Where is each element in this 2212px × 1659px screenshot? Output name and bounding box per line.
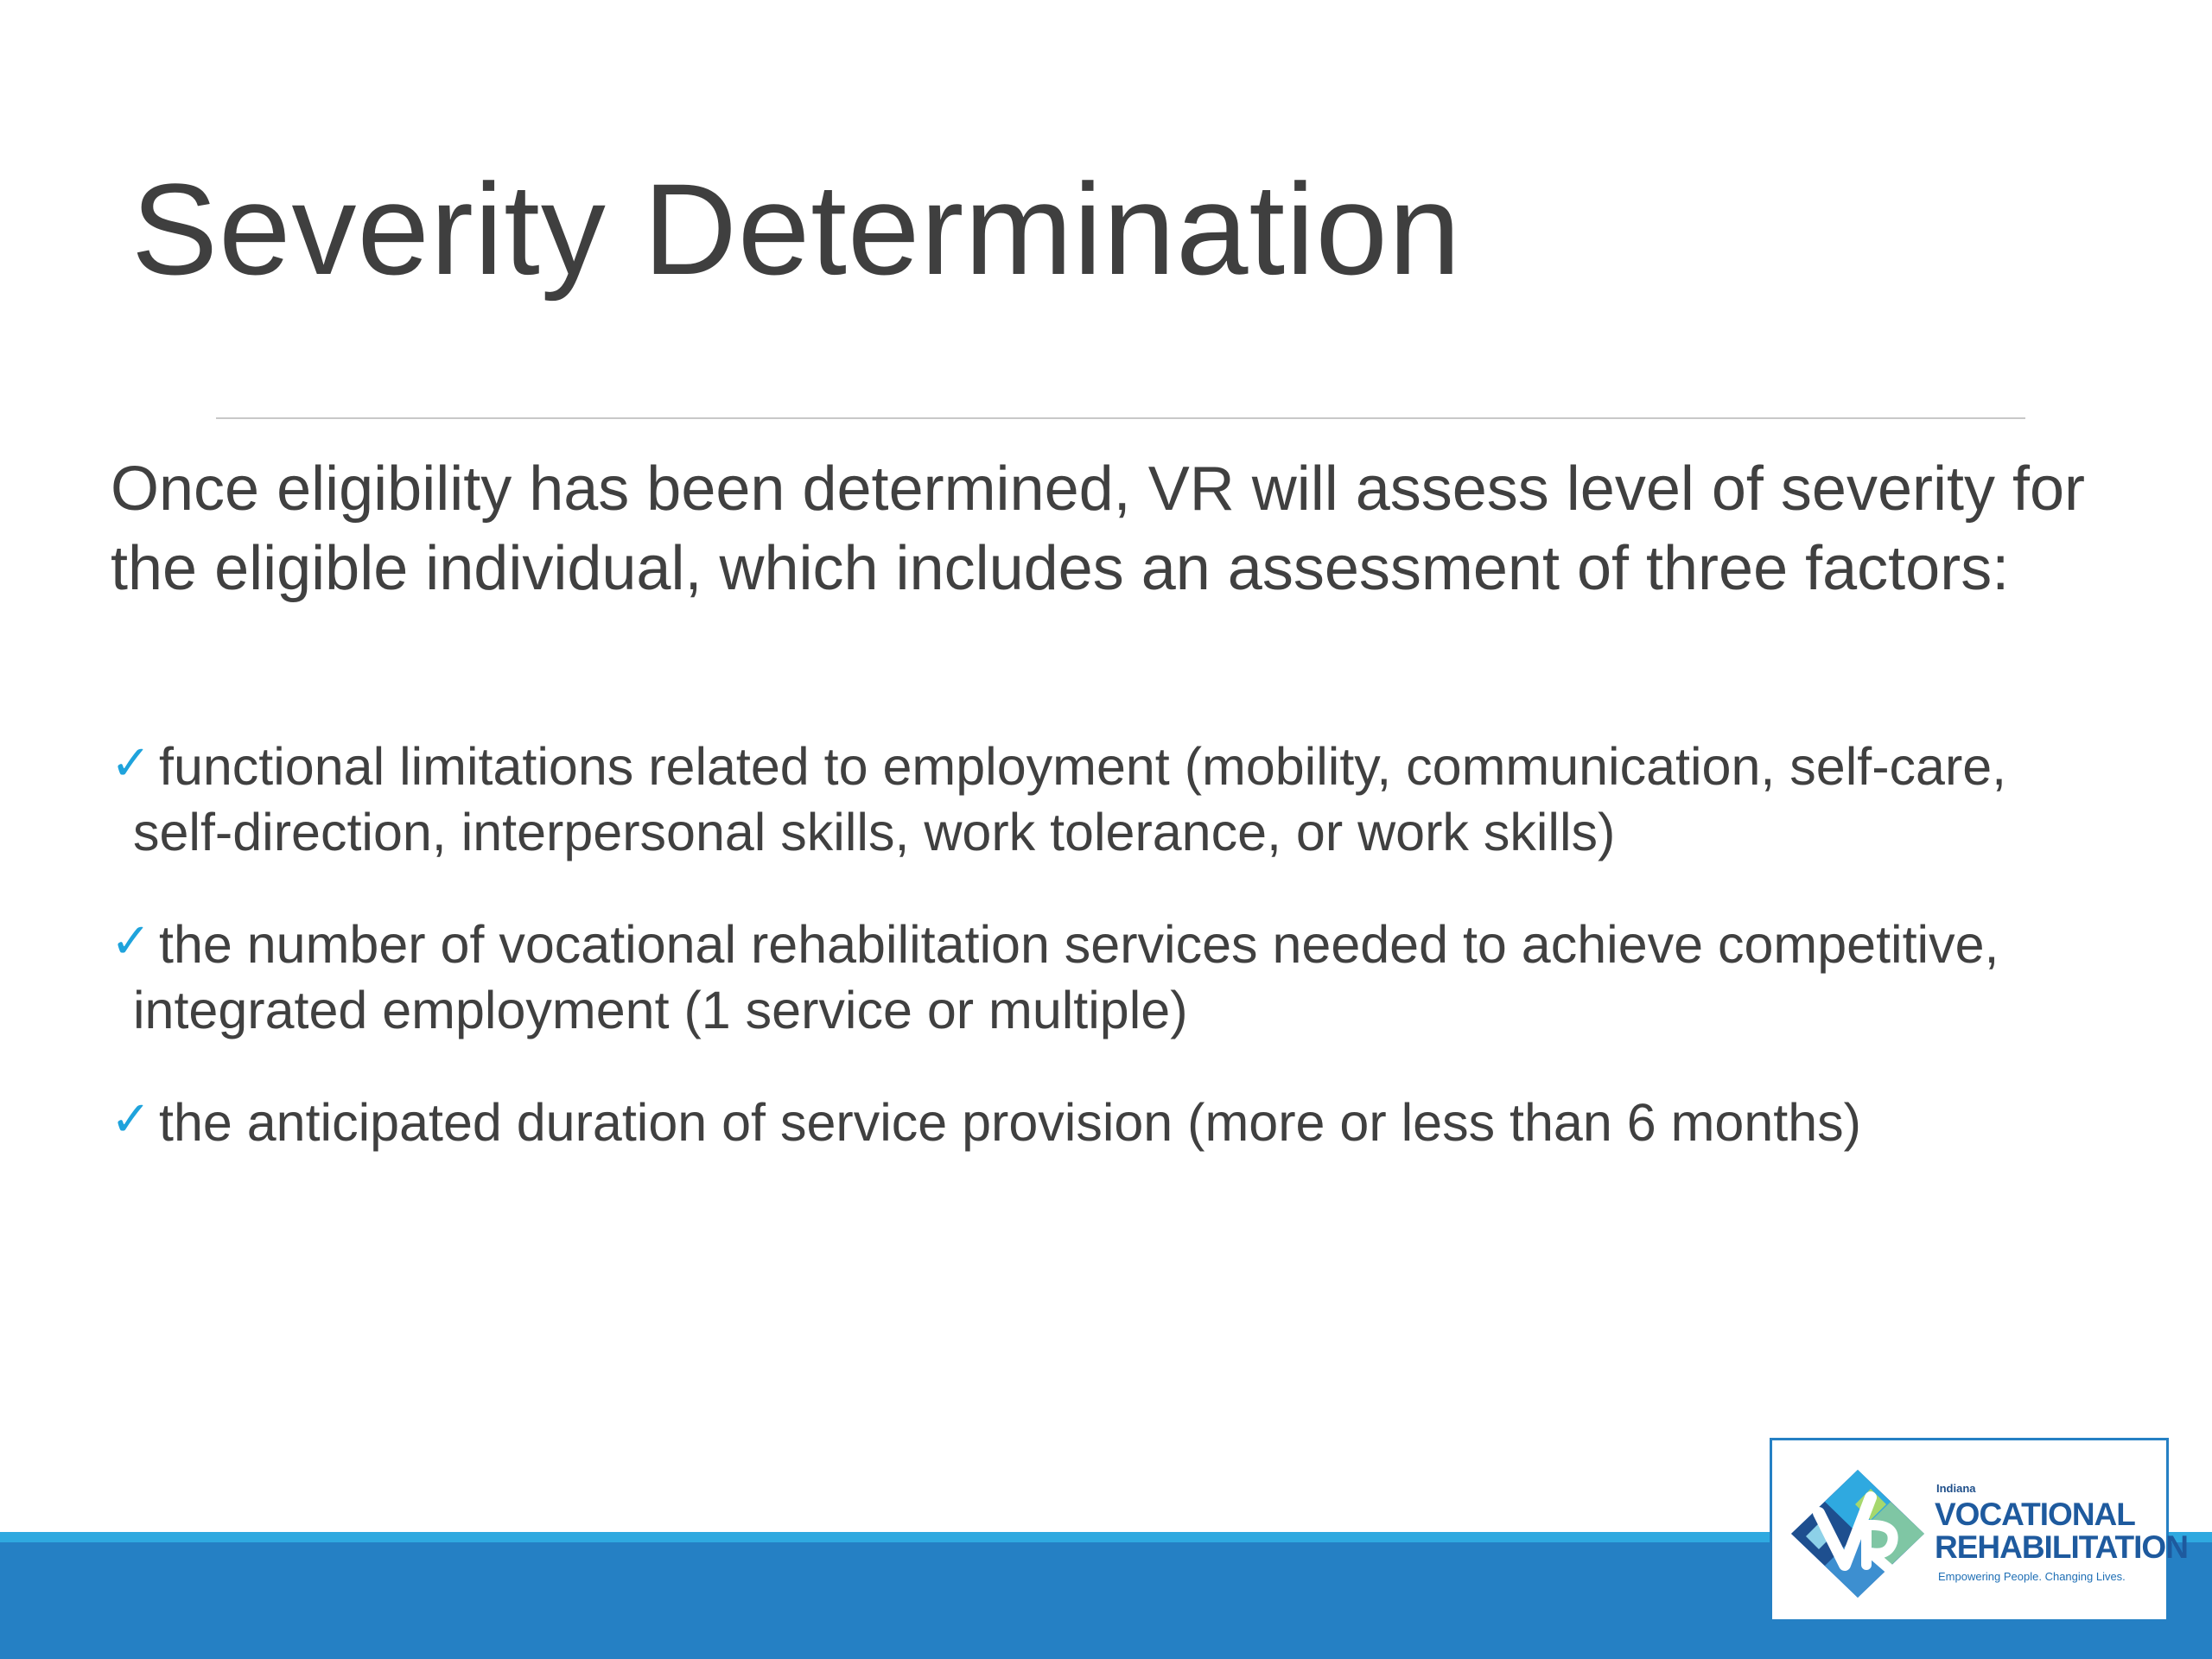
logo-state-label: Indiana [1936, 1482, 1976, 1495]
vr-logo [1770, 1438, 2188, 1622]
bullet-text: functional limitations related to employment (mobility, communication, self-care, self-direction, interpersonal skills, work tolerance, or work skills) [133, 737, 2007, 861]
bullet-list [111, 730, 2115, 1198]
checkmark-icon: ✓ [111, 913, 151, 968]
logo-line-1: VOCATIONAL [1935, 1497, 2135, 1532]
bullet-text: the number of vocational rehabilitation services needed to achieve competitive, integrated employment (1 service or multiple) [133, 915, 1999, 1039]
logo-line-2: REHABILITATION [1935, 1529, 2188, 1565]
checkmark-icon: ✓ [111, 1091, 151, 1146]
slide-title: Severity Determination [131, 156, 1462, 302]
logo-tagline: Empowering People. Changing Lives. [1938, 1570, 2126, 1583]
title-divider [216, 417, 2025, 419]
list-item [111, 730, 2115, 865]
checkmark-icon: ✓ [111, 735, 151, 790]
list-item [111, 908, 2115, 1043]
bullet-text: the anticipated duration of service provision (more or less than 6 months) [159, 1093, 1861, 1152]
vr-diamond-logo-icon [1784, 1463, 1931, 1601]
intro-paragraph: Once eligibility has been determined, VR will assess level of severity for the eligible individual, which includes an assessment of three factors: [111, 454, 2086, 603]
list-item [111, 1086, 2115, 1155]
